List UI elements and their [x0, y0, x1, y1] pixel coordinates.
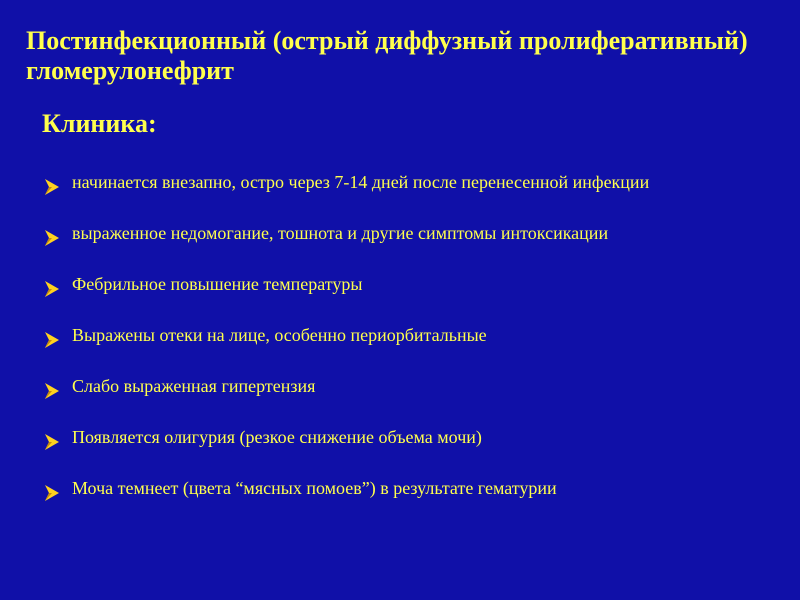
- bullet-text: Фебрильное повышение температуры: [72, 274, 363, 294]
- bullet-text: выраженное недомогание, тошнота и другие симптомы интоксикации: [72, 223, 609, 243]
- bullet-text: Слабо выраженная гипертензия: [72, 376, 316, 396]
- list-item: [40, 369, 760, 404]
- list-item: [40, 165, 760, 200]
- section-heading: Клиника:: [42, 109, 157, 138]
- arrow-bullet-icon: [44, 224, 60, 242]
- list-item: [40, 471, 760, 506]
- bullet-text: начинается внезапно, остро через 7-14 дней после перенесенной инфекции: [72, 172, 650, 192]
- arrow-bullet-icon: [44, 275, 60, 293]
- list-item: [40, 216, 760, 251]
- arrow-bullet-icon: [44, 428, 60, 446]
- list-item: [40, 267, 760, 302]
- arrow-bullet-icon: [44, 377, 60, 395]
- arrow-bullet-icon: [44, 173, 60, 191]
- list-item: [40, 420, 760, 455]
- bullet-text: Выражены отеки на лице, особенно периорбитальные: [72, 325, 487, 345]
- bullet-text: Моча темнеет (цвета “мясных помоев”) в результате гематурии: [72, 478, 557, 498]
- list-item: [40, 318, 760, 353]
- slide-title: Постинфекционный (острый диффузный пролиферативный) гломерулонефрит: [26, 26, 748, 85]
- arrow-bullet-icon: [44, 479, 60, 497]
- arrow-bullet-icon: [44, 326, 60, 344]
- bullet-list: [40, 165, 760, 522]
- bullet-text: Появляется олигурия (резкое снижение объема мочи): [72, 427, 482, 447]
